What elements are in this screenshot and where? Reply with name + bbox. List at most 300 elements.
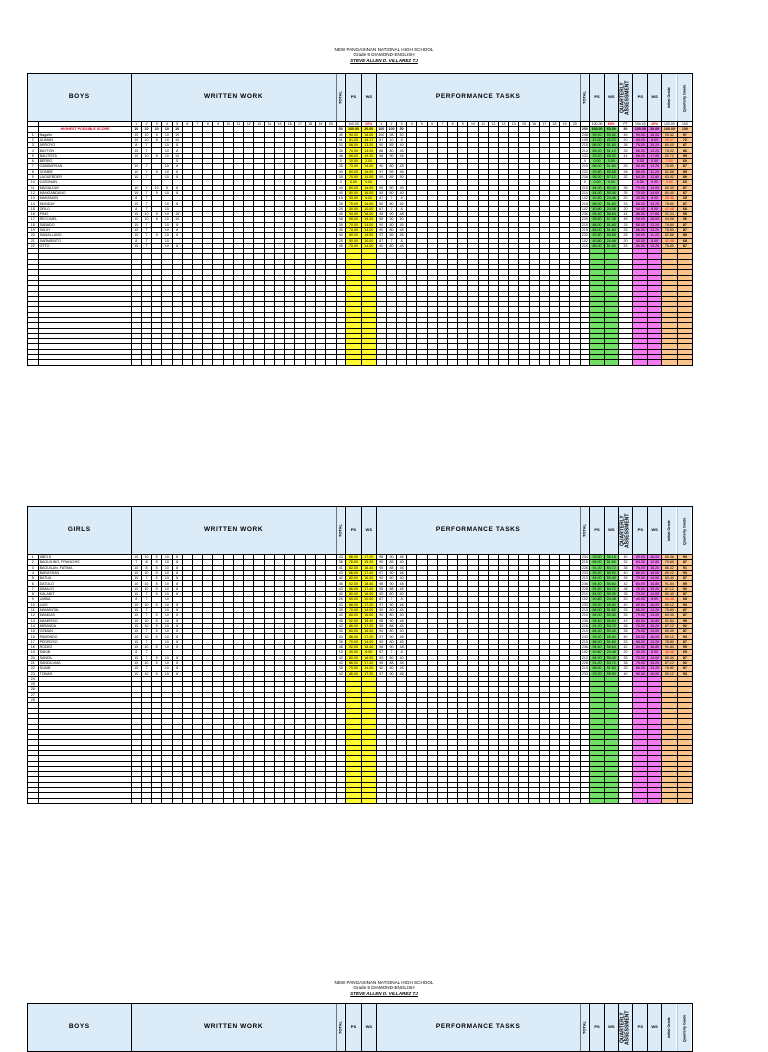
ww-score-cell[interactable]: 7 [141,629,151,634]
pt-score-cell[interactable]: 90 [376,613,386,618]
ww-score-cell[interactable]: 10 [162,227,172,232]
ww-score-cell[interactable]: 10 [131,623,141,628]
student-name[interactable]: RODEZ [38,645,131,650]
pt-score-cell[interactable]: 48 [397,618,407,623]
qa-score-cell[interactable]: 45 [618,217,633,222]
ww-score-cell[interactable]: 10 [162,607,172,612]
qa-score-cell[interactable]: 32 [618,560,633,565]
student-name[interactable]: KALANIT [38,592,131,597]
student-name[interactable] [38,798,131,803]
ww-score-cell[interactable]: 7 [141,164,151,169]
pt-score-cell[interactable]: 46 [397,233,407,238]
ww-score-cell[interactable]: 8 [141,560,151,565]
ww-score-cell[interactable]: 10 [141,127,151,132]
qa-score-cell[interactable]: 28 [618,169,633,174]
ww-score-cell[interactable]: 8 [172,602,182,607]
pt-score-cell[interactable]: 45 [397,586,407,591]
ww-score-cell[interactable]: 10 [162,201,172,206]
ww-score-cell[interactable]: 8 [172,576,182,581]
ww-score-cell[interactable]: 10 [131,217,141,222]
ww-score-cell[interactable]: 5 [162,185,172,190]
pt-score-cell[interactable]: 90 [376,227,386,232]
pt-score-cell[interactable]: 80 [386,666,396,671]
ww-score-cell[interactable]: 10 [141,153,151,158]
pt-score-cell[interactable]: 40 [397,190,407,195]
ww-score-cell[interactable]: 7 [141,206,151,211]
ww-score-cell[interactable]: 10 [141,217,151,222]
pt-score-cell[interactable]: 10 [386,137,396,142]
ww-score-cell[interactable]: 5 [152,586,162,591]
pt-score-cell[interactable]: 45 [397,222,407,227]
ww-score-cell[interactable]: 10 [162,143,172,148]
student-name[interactable]: GOMBE [38,169,131,174]
pt-score-cell[interactable]: 80 [386,185,396,190]
ww-score-cell[interactable]: 10 [172,212,182,217]
ww-score-cell[interactable]: 7 [141,196,151,201]
ww-score-cell[interactable]: 10 [131,660,141,665]
ww-score-cell[interactable]: 8 [141,565,151,570]
pt-score-cell[interactable]: 90 [376,560,386,565]
ww-score-cell[interactable]: 7 [141,592,151,597]
qa-score-cell[interactable]: 20 [618,238,633,243]
ww-score-cell[interactable]: 8 [172,586,182,591]
ww-score-cell[interactable]: 7 [141,607,151,612]
pt-score-cell[interactable]: 48 [397,581,407,586]
ww-score-cell[interactable]: 8 [172,639,182,644]
student-name[interactable]: PANONDO [38,634,131,639]
pt-score-cell[interactable]: 90 [386,555,396,560]
ww-score-cell[interactable]: 10 [131,592,141,597]
ww-score-cell[interactable]: 10 [162,174,172,179]
ww-score-cell[interactable]: 8 [131,650,141,655]
pt-score-cell[interactable]: 90 [376,190,386,195]
ww-score-cell[interactable]: 10 [162,233,172,238]
ww-score-cell[interactable]: 5 [152,212,162,217]
ww-score-cell[interactable]: 10 [162,581,172,586]
ww-score-cell[interactable]: 10 [162,666,172,671]
student-name[interactable]: OTTO [38,243,131,248]
qa-score-cell[interactable]: 28 [618,233,633,238]
ww-score-cell[interactable]: 7 [141,222,151,227]
ww-score-cell[interactable]: 10 [141,618,151,623]
pt-score-cell[interactable]: 90 [386,153,396,158]
student-name[interactable]: BAGUILING, FRANCHIS [38,560,131,565]
pt-score-cell[interactable]: 8 [397,196,407,201]
ww-score-cell[interactable]: 5 [152,655,162,660]
ww-score-cell[interactable]: 10 [131,153,141,158]
student-name[interactable]: MAGALDAY [38,185,131,190]
pt-score-cell[interactable]: 46 [397,570,407,575]
ww-score-cell[interactable]: 5 [172,159,182,164]
ww-score-cell[interactable]: 10 [162,576,172,581]
ww-score-cell[interactable]: 10 [162,153,172,158]
ww-score-cell[interactable]: 7 [141,666,151,671]
ww-score-cell[interactable]: 8 [152,217,162,222]
student-name[interactable]: BAUTISTA [38,153,131,158]
ww-score-cell[interactable]: 8 [131,238,141,243]
pt-score-cell[interactable]: 45 [397,153,407,158]
pt-score-cell[interactable]: 99 [376,174,386,179]
student-name[interactable]: MANGANDANG [38,190,131,195]
ww-score-cell[interactable]: 10 [131,655,141,660]
ww-score-cell[interactable]: 7 [141,148,151,153]
qa-score-cell[interactable]: 45 [618,132,633,137]
ww-score-cell[interactable]: 8 [172,169,182,174]
ww-score-cell[interactable]: 10 [162,660,172,665]
ww-score-cell[interactable]: 8 [131,143,141,148]
ww-score-cell[interactable]: 10 [131,190,141,195]
pt-score-cell[interactable]: 88 [386,660,396,665]
ww-score-cell[interactable]: 10 [162,206,172,211]
ww-score-cell[interactable]: 8 [172,592,182,597]
pt-score-cell[interactable]: 45 [397,243,407,248]
qa-score-cell[interactable]: 40 [618,671,633,676]
ww-score-cell[interactable]: 10 [162,671,172,676]
ww-score-cell[interactable]: 10 [162,565,172,570]
qa-score-cell[interactable]: 35 [618,629,633,634]
ww-score-cell[interactable]: 8 [172,565,182,570]
ww-score-cell[interactable]: 10 [131,645,141,650]
pt-score-cell[interactable]: 90 [376,655,386,660]
ww-score-cell[interactable]: 10 [162,164,172,169]
ww-score-cell[interactable]: 8 [172,666,182,671]
pt-score-cell[interactable]: 45 [397,201,407,206]
ww-score-cell[interactable]: 8 [172,222,182,227]
ww-score-cell[interactable]: 10 [162,238,172,243]
pt-score-cell[interactable]: 87 [376,650,386,655]
ww-score-cell[interactable]: 10 [162,623,172,628]
ww-score-cell[interactable]: 8 [172,560,182,565]
student-name[interactable]: SAKIB [38,650,131,655]
pt-score-cell[interactable]: 7 [386,196,396,201]
student-name[interactable]: PEDROSO [38,639,131,644]
pt-score-cell[interactable]: 97 [376,169,386,174]
student-name[interactable]: SAMALLANO [38,233,131,238]
qa-score-cell[interactable]: 38 [618,623,633,628]
student-name[interactable]: ARROYO [38,143,131,148]
ww-score-cell[interactable]: 10 [141,555,151,560]
pt-score-cell[interactable]: 87 [376,597,386,602]
pt-score-cell[interactable]: 45 [397,227,407,232]
qa-score-cell[interactable]: 33 [618,148,633,153]
pt-score-cell[interactable]: 90 [376,666,386,671]
pt-score-cell[interactable]: 80 [386,190,396,195]
pt-score-cell[interactable]: 8 [397,137,407,142]
pt-score-cell[interactable]: 90 [386,618,396,623]
ww-score-cell[interactable]: 8 [172,190,182,195]
student-name[interactable]: ABELS [38,555,131,560]
qa-score-cell[interactable]: 35 [618,613,633,618]
ww-score-cell[interactable]: 8 [131,597,141,602]
qa-score-cell[interactable]: 44 [618,153,633,158]
pt-score-cell[interactable]: 40 [397,143,407,148]
student-name[interactable]: TOMAS [38,671,131,676]
student-name[interactable]: PINO [38,212,131,217]
pt-score-cell[interactable]: 99 [376,217,386,222]
ww-score-cell[interactable]: 8 [172,660,182,665]
ww-score-cell[interactable]: 10 [162,602,172,607]
pt-score-cell[interactable]: 40 [397,185,407,190]
pt-score-cell[interactable]: 45 [397,607,407,612]
ww-score-cell[interactable]: 10 [141,660,151,665]
pt-score-cell[interactable]: 48 [397,212,407,217]
ww-score-cell[interactable]: 8 [172,671,182,676]
ww-score-cell[interactable]: 7 [141,613,151,618]
ww-score-cell[interactable]: 10 [172,217,182,222]
ww-score-cell[interactable]: 10 [162,560,172,565]
pt-score-cell[interactable]: 40 [397,655,407,660]
qa-score-cell[interactable]: 33 [618,222,633,227]
ww-score-cell[interactable]: 5 [152,613,162,618]
pt-score-cell[interactable]: 90 [386,581,396,586]
pt-score-cell[interactable]: 45 [397,565,407,570]
ww-score-cell[interactable]: 10 [162,190,172,195]
qa-score-cell[interactable]: 33 [618,164,633,169]
ww-score-cell[interactable]: 8 [152,645,162,650]
pt-score-cell[interactable]: 87 [376,238,386,243]
pt-score-cell[interactable]: 95 [376,660,386,665]
student-name[interactable]: LAGUERDER [38,174,131,179]
student-name[interactable]: RECOMEL [38,217,131,222]
pt-score-cell[interactable]: 90 [376,629,386,634]
ww-score-cell[interactable]: 10 [131,607,141,612]
pt-score-cell[interactable]: 90 [376,592,386,597]
pt-score-cell[interactable]: 7 [386,238,396,243]
student-name[interactable]: OSMAN [38,629,131,634]
ww-score-cell[interactable]: 10 [131,201,141,206]
pt-score-cell[interactable]: 100 [386,127,396,132]
pt-score-cell[interactable]: 90 [376,607,386,612]
ww-score-cell[interactable]: 10 [131,132,141,137]
ww-score-cell[interactable]: 8 [172,581,182,586]
qa-score-cell[interactable]: 38 [618,565,633,570]
ww-score-cell[interactable]: 10 [131,227,141,232]
pt-score-cell[interactable]: 46 [397,634,407,639]
pt-score-cell[interactable]: 90 [376,639,386,644]
student-name[interactable]: MUNDAY [38,201,131,206]
ww-score-cell[interactable]: 8 [172,164,182,169]
ww-score-cell[interactable]: 8 [172,655,182,660]
ww-score-cell[interactable]: 10 [141,602,151,607]
pt-score-cell[interactable]: 90 [376,222,386,227]
ww-score-cell[interactable]: 10 [141,634,151,639]
ww-score-cell[interactable]: 10 [131,618,141,623]
pt-score-cell[interactable]: 50 [397,132,407,137]
pt-score-cell[interactable]: 80 [386,639,396,644]
qa-score-cell[interactable]: 50 [618,127,633,132]
ww-score-cell[interactable]: 10 [162,132,172,137]
student-name[interactable]: LUIS [38,602,131,607]
ww-score-cell[interactable]: 8 [172,233,182,238]
ww-score-cell[interactable]: 10 [131,212,141,217]
ww-score-cell[interactable]: 10 [141,137,151,142]
ww-score-cell[interactable]: 10 [162,645,172,650]
pt-score-cell[interactable]: 45 [397,639,407,644]
student-name[interactable]: BARASSAN [38,570,131,575]
student-name[interactable]: BAYTON [38,148,131,153]
student-name[interactable]: SABADO [38,222,131,227]
pt-score-cell[interactable]: 8 [397,206,407,211]
pt-score-cell[interactable]: 97 [376,602,386,607]
ww-score-cell[interactable]: 10 [141,581,151,586]
pt-score-cell[interactable]: 89 [386,174,396,179]
ww-score-cell[interactable]: 7 [141,650,151,655]
student-name[interactable]: HIGHEST POSSIBLE SCORE [38,127,131,132]
ww-score-cell[interactable]: 10 [131,634,141,639]
student-name[interactable]: BAGUILAN, FATIMA [38,565,131,570]
pt-score-cell[interactable]: 80 [386,629,396,634]
ww-score-cell[interactable]: 10 [131,127,141,132]
student-name[interactable]: MANNSSO [38,618,131,623]
ww-score-cell[interactable]: 10 [131,243,141,248]
ww-score-cell[interactable]: 8 [172,201,182,206]
ww-score-cell[interactable]: 8 [172,645,182,650]
pt-score-cell[interactable]: 50 [397,174,407,179]
pt-score-cell[interactable]: 90 [376,576,386,581]
student-name[interactable]: BATUA [38,576,131,581]
pt-score-cell[interactable]: 87 [376,196,386,201]
pt-score-cell[interactable]: 88 [386,623,396,628]
student-name[interactable]: SANDILUMA [38,660,131,665]
qa-score-cell[interactable]: 35 [618,576,633,581]
ww-score-cell[interactable]: 8 [172,613,182,618]
pt-score-cell[interactable]: 97 [376,634,386,639]
ww-score-cell[interactable]: 10 [162,634,172,639]
ww-score-cell[interactable]: 8 [152,137,162,142]
student-name[interactable]: LIMBA [38,597,131,602]
student-name[interactable]: MANDAS [38,613,131,618]
ww-score-cell[interactable]: 10 [131,233,141,238]
pt-score-cell[interactable]: 40 [397,629,407,634]
student-name[interactable]: DIMACO [38,586,131,591]
student-name[interactable]: SALIH [38,227,131,232]
ww-score-cell[interactable]: 10 [131,602,141,607]
ww-score-cell[interactable]: 8 [172,185,182,190]
ww-score-cell[interactable]: 10 [162,597,172,602]
pt-score-cell[interactable]: 45 [397,164,407,169]
pt-score-cell[interactable]: 90 [376,143,386,148]
pt-score-cell[interactable]: 40 [397,560,407,565]
qa-score-cell[interactable]: 38 [618,143,633,148]
ww-score-cell[interactable]: 10 [162,148,172,153]
ww-score-cell[interactable]: 5 [152,570,162,575]
ww-score-cell[interactable]: 7 [141,597,151,602]
ww-score-cell[interactable]: 10 [162,169,172,174]
ww-score-cell[interactable]: 10 [131,666,141,671]
qa-score-cell[interactable]: 20 [618,137,633,142]
pt-score-cell[interactable]: 97 [376,671,386,676]
pt-score-cell[interactable]: 80 [386,613,396,618]
ww-score-cell[interactable]: 10 [131,576,141,581]
student-name[interactable]: ORLO [38,206,131,211]
qa-score-cell[interactable]: 35 [618,190,633,195]
ww-score-cell[interactable]: 10 [162,592,172,597]
qa-score-cell[interactable]: 20 [618,597,633,602]
qa-score-cell[interactable]: 40 [618,634,633,639]
pt-score-cell[interactable]: 40 [397,613,407,618]
student-name[interactable]: Nagaño [38,132,131,137]
pt-score-cell[interactable]: 80 [386,243,396,248]
ww-score-cell[interactable]: 10 [162,570,172,575]
ww-score-cell[interactable]: 8 [172,227,182,232]
qa-score-cell[interactable]: 20 [618,196,633,201]
ww-score-cell[interactable]: 5 [152,629,162,634]
pt-score-cell[interactable]: 95 [376,565,386,570]
pt-score-cell[interactable]: 90 [376,243,386,248]
student-name[interactable]: ALIMAN [38,137,131,142]
ww-score-cell[interactable]: 10 [141,671,151,676]
ww-score-cell[interactable]: 10 [162,639,172,644]
qa-score-cell[interactable]: 38 [618,660,633,665]
ww-score-cell[interactable]: 8 [131,196,141,201]
ww-score-cell[interactable]: 8 [172,618,182,623]
ww-score-cell[interactable]: 8 [172,174,182,179]
pt-score-cell[interactable]: 95 [376,623,386,628]
pt-score-cell[interactable]: 7 [386,650,396,655]
ww-score-cell[interactable]: 10 [131,148,141,153]
ww-score-cell[interactable]: 10 [131,639,141,644]
pt-score-cell[interactable]: 90 [386,217,396,222]
ww-score-cell[interactable]: 7 [141,655,151,660]
student-name[interactable]: DATULO [38,581,131,586]
ww-score-cell[interactable]: 8 [172,623,182,628]
ww-score-cell[interactable]: 7 [141,185,151,190]
pt-score-cell[interactable]: 90 [386,634,396,639]
ww-score-cell[interactable]: 8 [172,570,182,575]
qa-score-cell[interactable]: 40 [618,555,633,560]
pt-score-cell[interactable]: 100 [376,132,386,137]
ww-score-cell[interactable]: 7 [141,576,151,581]
ww-score-cell[interactable]: 5 [152,132,162,137]
pt-score-cell[interactable]: 45 [397,666,407,671]
ww-score-cell[interactable]: 8 [152,153,162,158]
ww-score-cell[interactable]: 10 [131,671,141,676]
ww-score-cell[interactable]: 7 [141,143,151,148]
pt-score-cell[interactable]: 85 [386,560,396,565]
ww-score-cell[interactable]: 10 [131,570,141,575]
ww-score-cell[interactable]: 8 [172,243,182,248]
pt-score-cell[interactable]: 98 [376,618,386,623]
ww-score-cell[interactable]: 5 [152,602,162,607]
pt-score-cell[interactable]: 80 [386,576,396,581]
ww-score-cell[interactable]: 7 [141,201,151,206]
qa-score-cell[interactable]: 42 [618,581,633,586]
pt-score-cell[interactable]: 40 [397,592,407,597]
pt-score-cell[interactable]: 90 [386,570,396,575]
ww-score-cell[interactable]: 5 [152,560,162,565]
pt-score-cell[interactable]: 98 [376,555,386,560]
pt-score-cell[interactable]: 95 [376,586,386,591]
ww-score-cell[interactable]: 5 [152,623,162,628]
ww-score-cell[interactable]: 10 [172,137,182,142]
pt-score-cell[interactable]: 46 [397,671,407,676]
ww-score-cell[interactable]: 7 [141,227,151,232]
pt-score-cell[interactable]: 45 [397,623,407,628]
pt-score-cell[interactable]: 98 [376,153,386,158]
pt-score-cell[interactable]: 80 [386,227,396,232]
ww-score-cell[interactable]: 10 [162,217,172,222]
ww-score-cell[interactable]: 8 [131,206,141,211]
student-name[interactable]: SUAIB [38,666,131,671]
ww-score-cell[interactable]: 10 [141,586,151,591]
pt-score-cell[interactable]: 40 [397,576,407,581]
pt-score-cell[interactable]: 90 [386,602,396,607]
student-name[interactable]: MARANON [38,196,131,201]
ww-score-cell[interactable]: 7 [141,238,151,243]
ww-score-cell[interactable]: 5 [152,233,162,238]
pt-score-cell[interactable]: 85 [386,143,396,148]
pt-score-cell[interactable]: 8 [397,597,407,602]
